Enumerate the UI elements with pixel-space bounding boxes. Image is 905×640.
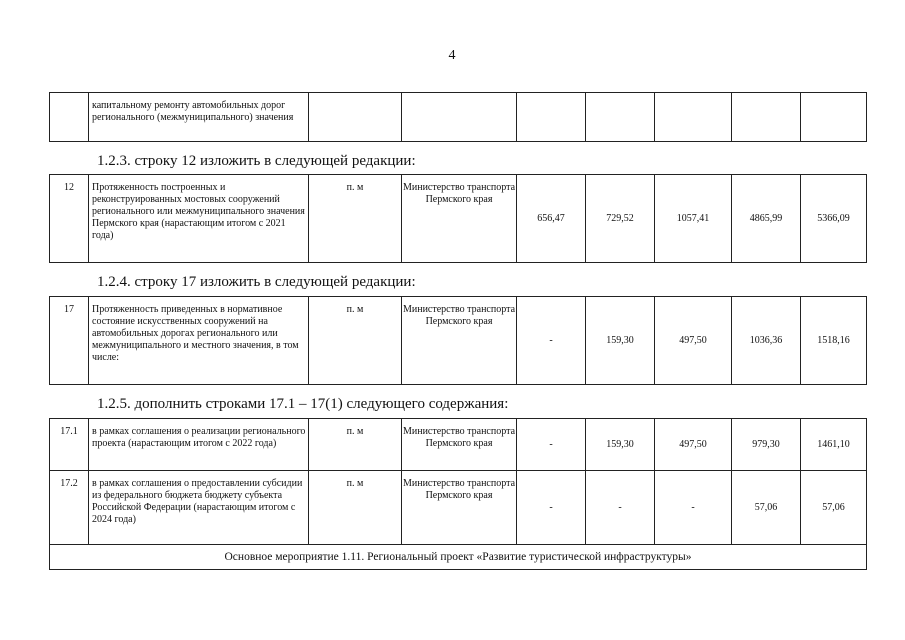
row-name: Протяженность приведенных в нормативное состояние искусственных сооружений на автомобильных дорогах регионального или межмуниципального и местного значения, в том числе:	[89, 297, 309, 385]
row-unit: п. м	[309, 297, 402, 385]
row-org: Министерство транспорта Пермского края	[402, 471, 517, 545]
table-continuation	[49, 92, 867, 142]
table-row	[50, 471, 867, 545]
row-value-1: -	[517, 297, 586, 385]
cell-v4	[732, 93, 801, 142]
cell-v3	[655, 93, 732, 142]
cell-org	[402, 93, 517, 142]
row-value-3: 497,50	[655, 419, 732, 471]
row-name: в рамках соглашения о реализации регионального проекта (нарастающим итогом с 2022 года)	[89, 419, 309, 471]
row-number: 12	[50, 175, 89, 263]
table-row	[50, 175, 867, 263]
row-org: Министерство транспорта Пермского края	[402, 297, 517, 385]
table-row-12	[49, 174, 867, 263]
table-row	[50, 297, 867, 385]
table-row	[50, 93, 867, 142]
row-org: Министерство транспорта Пермского края	[402, 175, 517, 263]
cell-name: капитальному ремонту автомобильных дорог регионального (межмуниципального) значения	[89, 93, 309, 142]
row-value-1: -	[517, 419, 586, 471]
section-footer-row: Основное мероприятие 1.11. Региональный проект «Развитие туристической инфраструктуры»	[50, 545, 867, 570]
row-name: Протяженность построенных и реконструированных мостовых сооружений регионального или межмуниципального значения Пермского края (нарастающим итогом с 2021 года)	[89, 175, 309, 263]
row-value-4: 979,30	[732, 419, 801, 471]
table-rows-17-sub	[49, 418, 867, 570]
row-number: 17	[50, 297, 89, 385]
row-name: в рамках соглашения о предоставлении субсидии из федерального бюджета бюджету субъекта Российской Федерации (нарастающим итогом с 2024 года)	[89, 471, 309, 545]
row-value-3: 1057,41	[655, 175, 732, 263]
row-value-1: -	[517, 471, 586, 545]
row-value-4: 1036,36	[732, 297, 801, 385]
row-number: 17.2	[50, 471, 89, 545]
row-value-4: 57,06	[732, 471, 801, 545]
row-unit: п. м	[309, 471, 402, 545]
row-unit: п. м	[309, 175, 402, 263]
row-value-3: -	[655, 471, 732, 545]
row-value-2: -	[586, 471, 655, 545]
row-value-5: 57,06	[801, 471, 867, 545]
row-value-5: 5366,09	[801, 175, 867, 263]
cell-v5	[801, 93, 867, 142]
row-number: 17.1	[50, 419, 89, 471]
section-heading-3: 1.2.5. дополнить строками 17.1 – 17(1) следующего содержания:	[97, 396, 509, 412]
row-value-1: 656,47	[517, 175, 586, 263]
row-value-3: 497,50	[655, 297, 732, 385]
page-number: 4	[448, 48, 456, 63]
row-value-4: 4865,99	[732, 175, 801, 263]
cell-v1	[517, 93, 586, 142]
table-row-17	[49, 296, 867, 385]
row-value-2: 729,52	[586, 175, 655, 263]
cell-unit	[309, 93, 402, 142]
cell-v2	[586, 93, 655, 142]
section-heading-1: 1.2.3. строку 12 изложить в следующей редакции:	[97, 153, 416, 169]
row-value-5: 1461,10	[801, 419, 867, 471]
row-value-2: 159,30	[586, 419, 655, 471]
row-value-2: 159,30	[586, 297, 655, 385]
table-row	[50, 545, 867, 570]
row-org: Министерство транспорта Пермского края	[402, 419, 517, 471]
section-heading-2: 1.2.4. строку 17 изложить в следующей редакции:	[97, 274, 416, 290]
row-value-5: 1518,16	[801, 297, 867, 385]
row-unit: п. м	[309, 419, 402, 471]
table-row	[50, 419, 867, 471]
cell-num	[50, 93, 89, 142]
